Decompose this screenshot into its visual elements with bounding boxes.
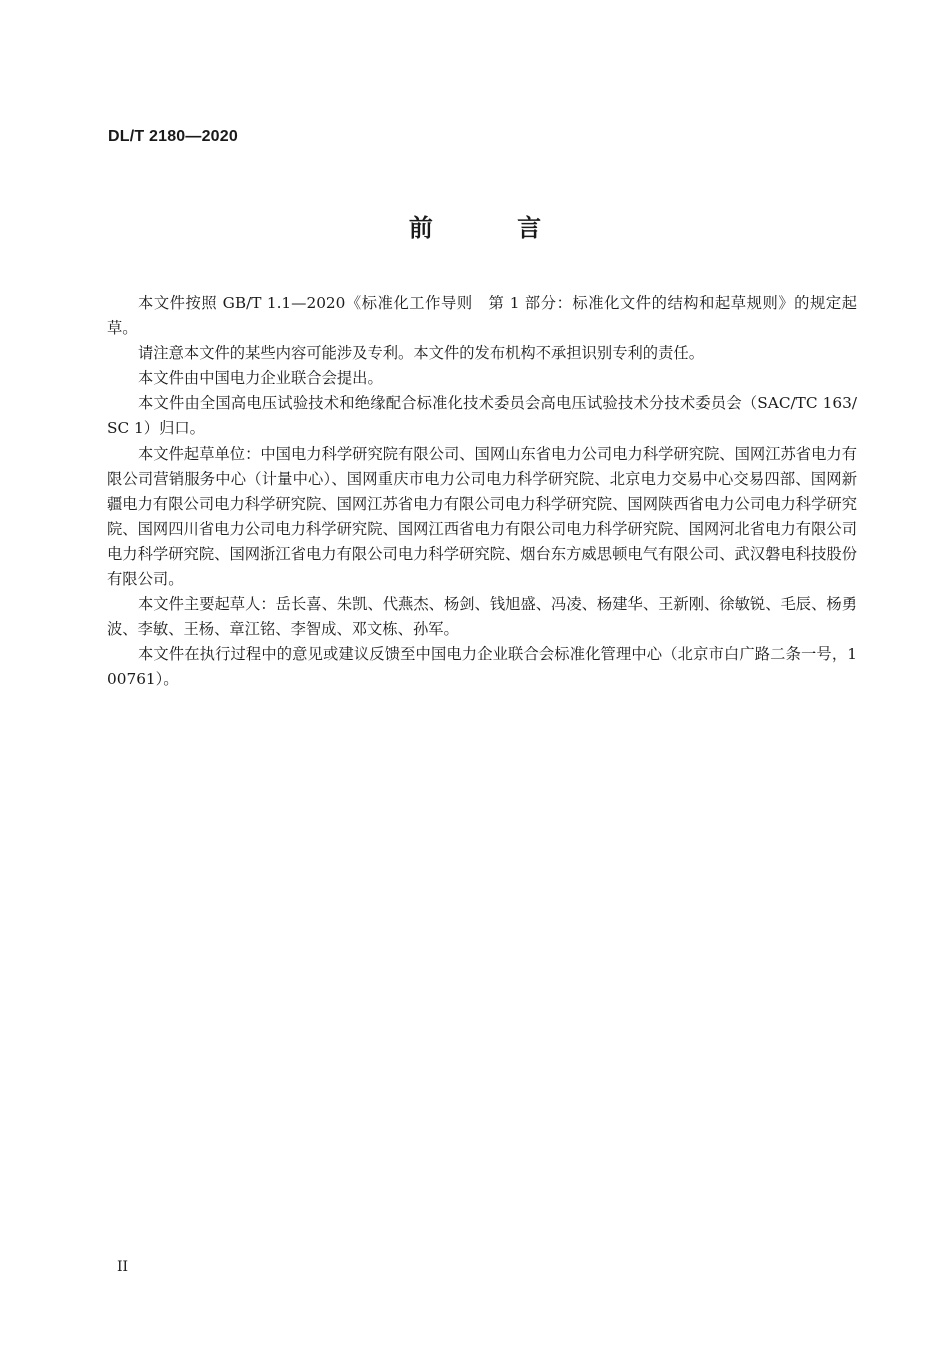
page-number: II [117,1259,129,1275]
paragraph-drafting-rules: 本文件按照 GB/T 1.1—2020《标准化工作导则 第 1 部分：标准化文件的结构和起草规则》的规定起草。 [107,294,857,338]
paragraph-technical-committee: 本文件由全国高电压试验技术和绝缘配合标准化技术委员会高电压试验技术分技术委员会（SAC/TC 163/SC 1）归口。 [107,394,857,438]
document-code: DL/T 2180—2020 [108,128,238,145]
paragraph-feedback: 本文件在执行过程中的意见或建议反馈至中国电力企业联合会标准化管理中心（北京市白广路二条一号，100761）。 [107,645,857,689]
paragraph-proposer: 本文件由中国电力企业联合会提出。 [138,369,383,388]
paragraph-main-drafters: 本文件主要起草人：岳长喜、朱凯、代燕杰、杨剑、钱旭盛、冯凌、杨建华、王新刚、徐敏锐、毛辰、杨勇波、李敏、王杨、章江铭、李智成、邓文栋、孙军。 [107,595,857,639]
paragraph-drafting-units: 本文件起草单位：中国电力科学研究院有限公司、国网山东省电力公司电力科学研究院、国网江苏省电力有限公司营销服务中心（计量中心）、国网重庆市电力公司电力科学研究院、北京电力交易中心交易四部、国网新疆电力有限公司电力科学研究院、国网江苏省电力有限公司电力科学研究院、国网陕西省电力公司电力科学研究院、国网四川省电力公司电力科学研究院、国网江西省电力有限公司电力科学研究院、国网河北省电力有限公司电力科学研究院、国网浙江省电力有限公司电力科学研究院、烟台东方威思顿电气有限公司、武汉磐电科技股份有限公司。 [107,444,857,589]
foreword-body [107,291,857,693]
paragraph-patent-notice: 请注意本文件的某些内容可能涉及专利。本文件的发布机构不承担识别专利的责任。 [138,344,704,363]
section-title: 前 言 [408,214,580,242]
